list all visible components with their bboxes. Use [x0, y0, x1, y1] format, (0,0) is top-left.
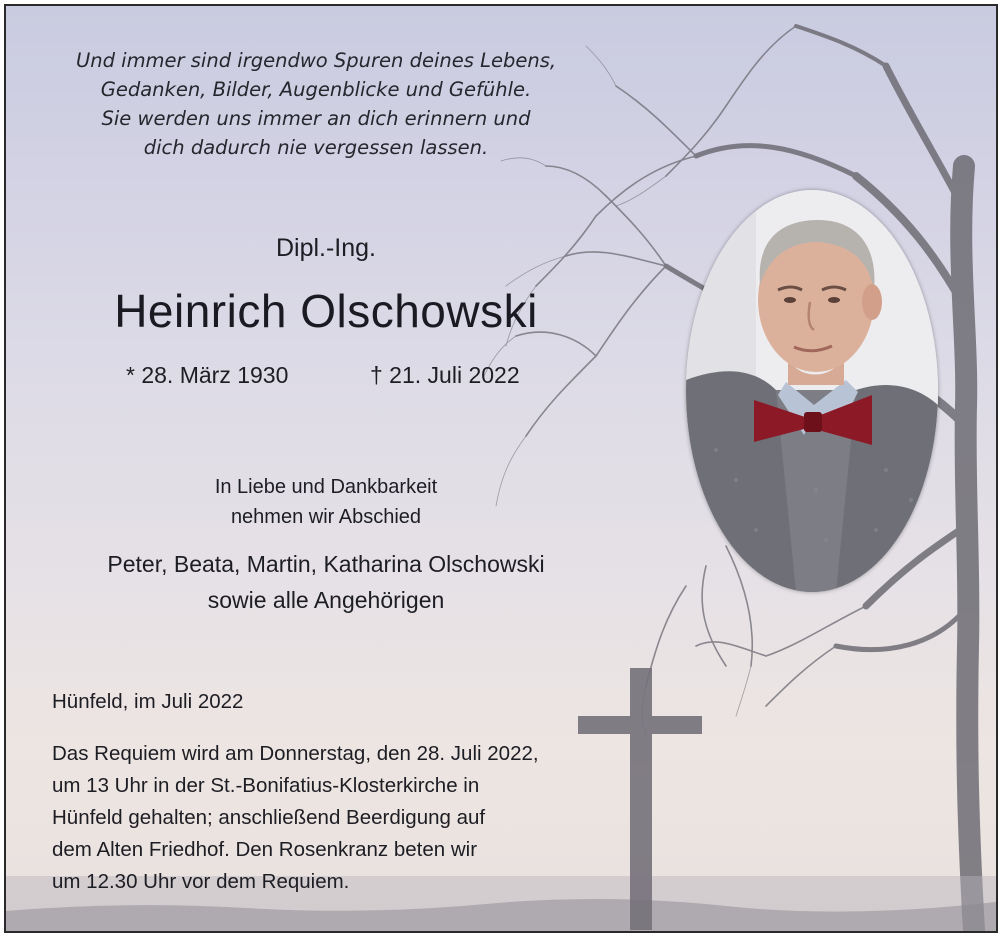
academic-title: Dipl.-Ing. [275, 234, 377, 262]
farewell-line: nehmen wir Abschied [230, 506, 422, 528]
verse-line: Und immer sind irgendwo Spuren deines Lebens, [75, 49, 557, 72]
place-date: Hünfeld, im Juli 2022 [52, 690, 244, 713]
mourners-line: sowie alle Angehörigen [207, 587, 445, 613]
requiem-line: dem Alten Friedhof. Den Rosenkranz beten wir [52, 838, 478, 861]
requiem-line: Das Requiem wird am Donnerstag, den 28. Juli 2022, [52, 742, 539, 765]
memorial-verse [36, 46, 596, 162]
farewell-text [6, 472, 646, 532]
mourners-line: Peter, Beata, Martin, Katharina Olschowski [107, 551, 545, 577]
requiem-line: um 12.30 Uhr vor dem Requiem. [52, 870, 350, 893]
verse-line: Gedanken, Bilder, Augenblicke und Gefühle. [100, 78, 532, 101]
portrait-illustration [686, 190, 938, 592]
farewell-line: In Liebe und Dankbarkeit [214, 476, 438, 498]
verse-line: dich dadurch nie vergessen lassen. [143, 136, 489, 159]
requiem-line: um 13 Uhr in der St.-Bonifatius-Klosterkirche in [52, 774, 480, 797]
requiem-details [52, 738, 652, 898]
mourners [6, 546, 646, 618]
portrait-photo [686, 190, 938, 592]
obituary-notice [4, 4, 998, 933]
verse-line: Sie werden uns immer an dich erinnern und [101, 107, 531, 130]
death-date: † 21. Juli 2022 [370, 362, 520, 388]
requiem-line: Hünfeld gehalten; anschließend Beerdigung auf [52, 806, 486, 829]
birth-date: * 28. März 1930 [126, 362, 289, 388]
deceased-name: Heinrich Olschowski [114, 285, 538, 337]
